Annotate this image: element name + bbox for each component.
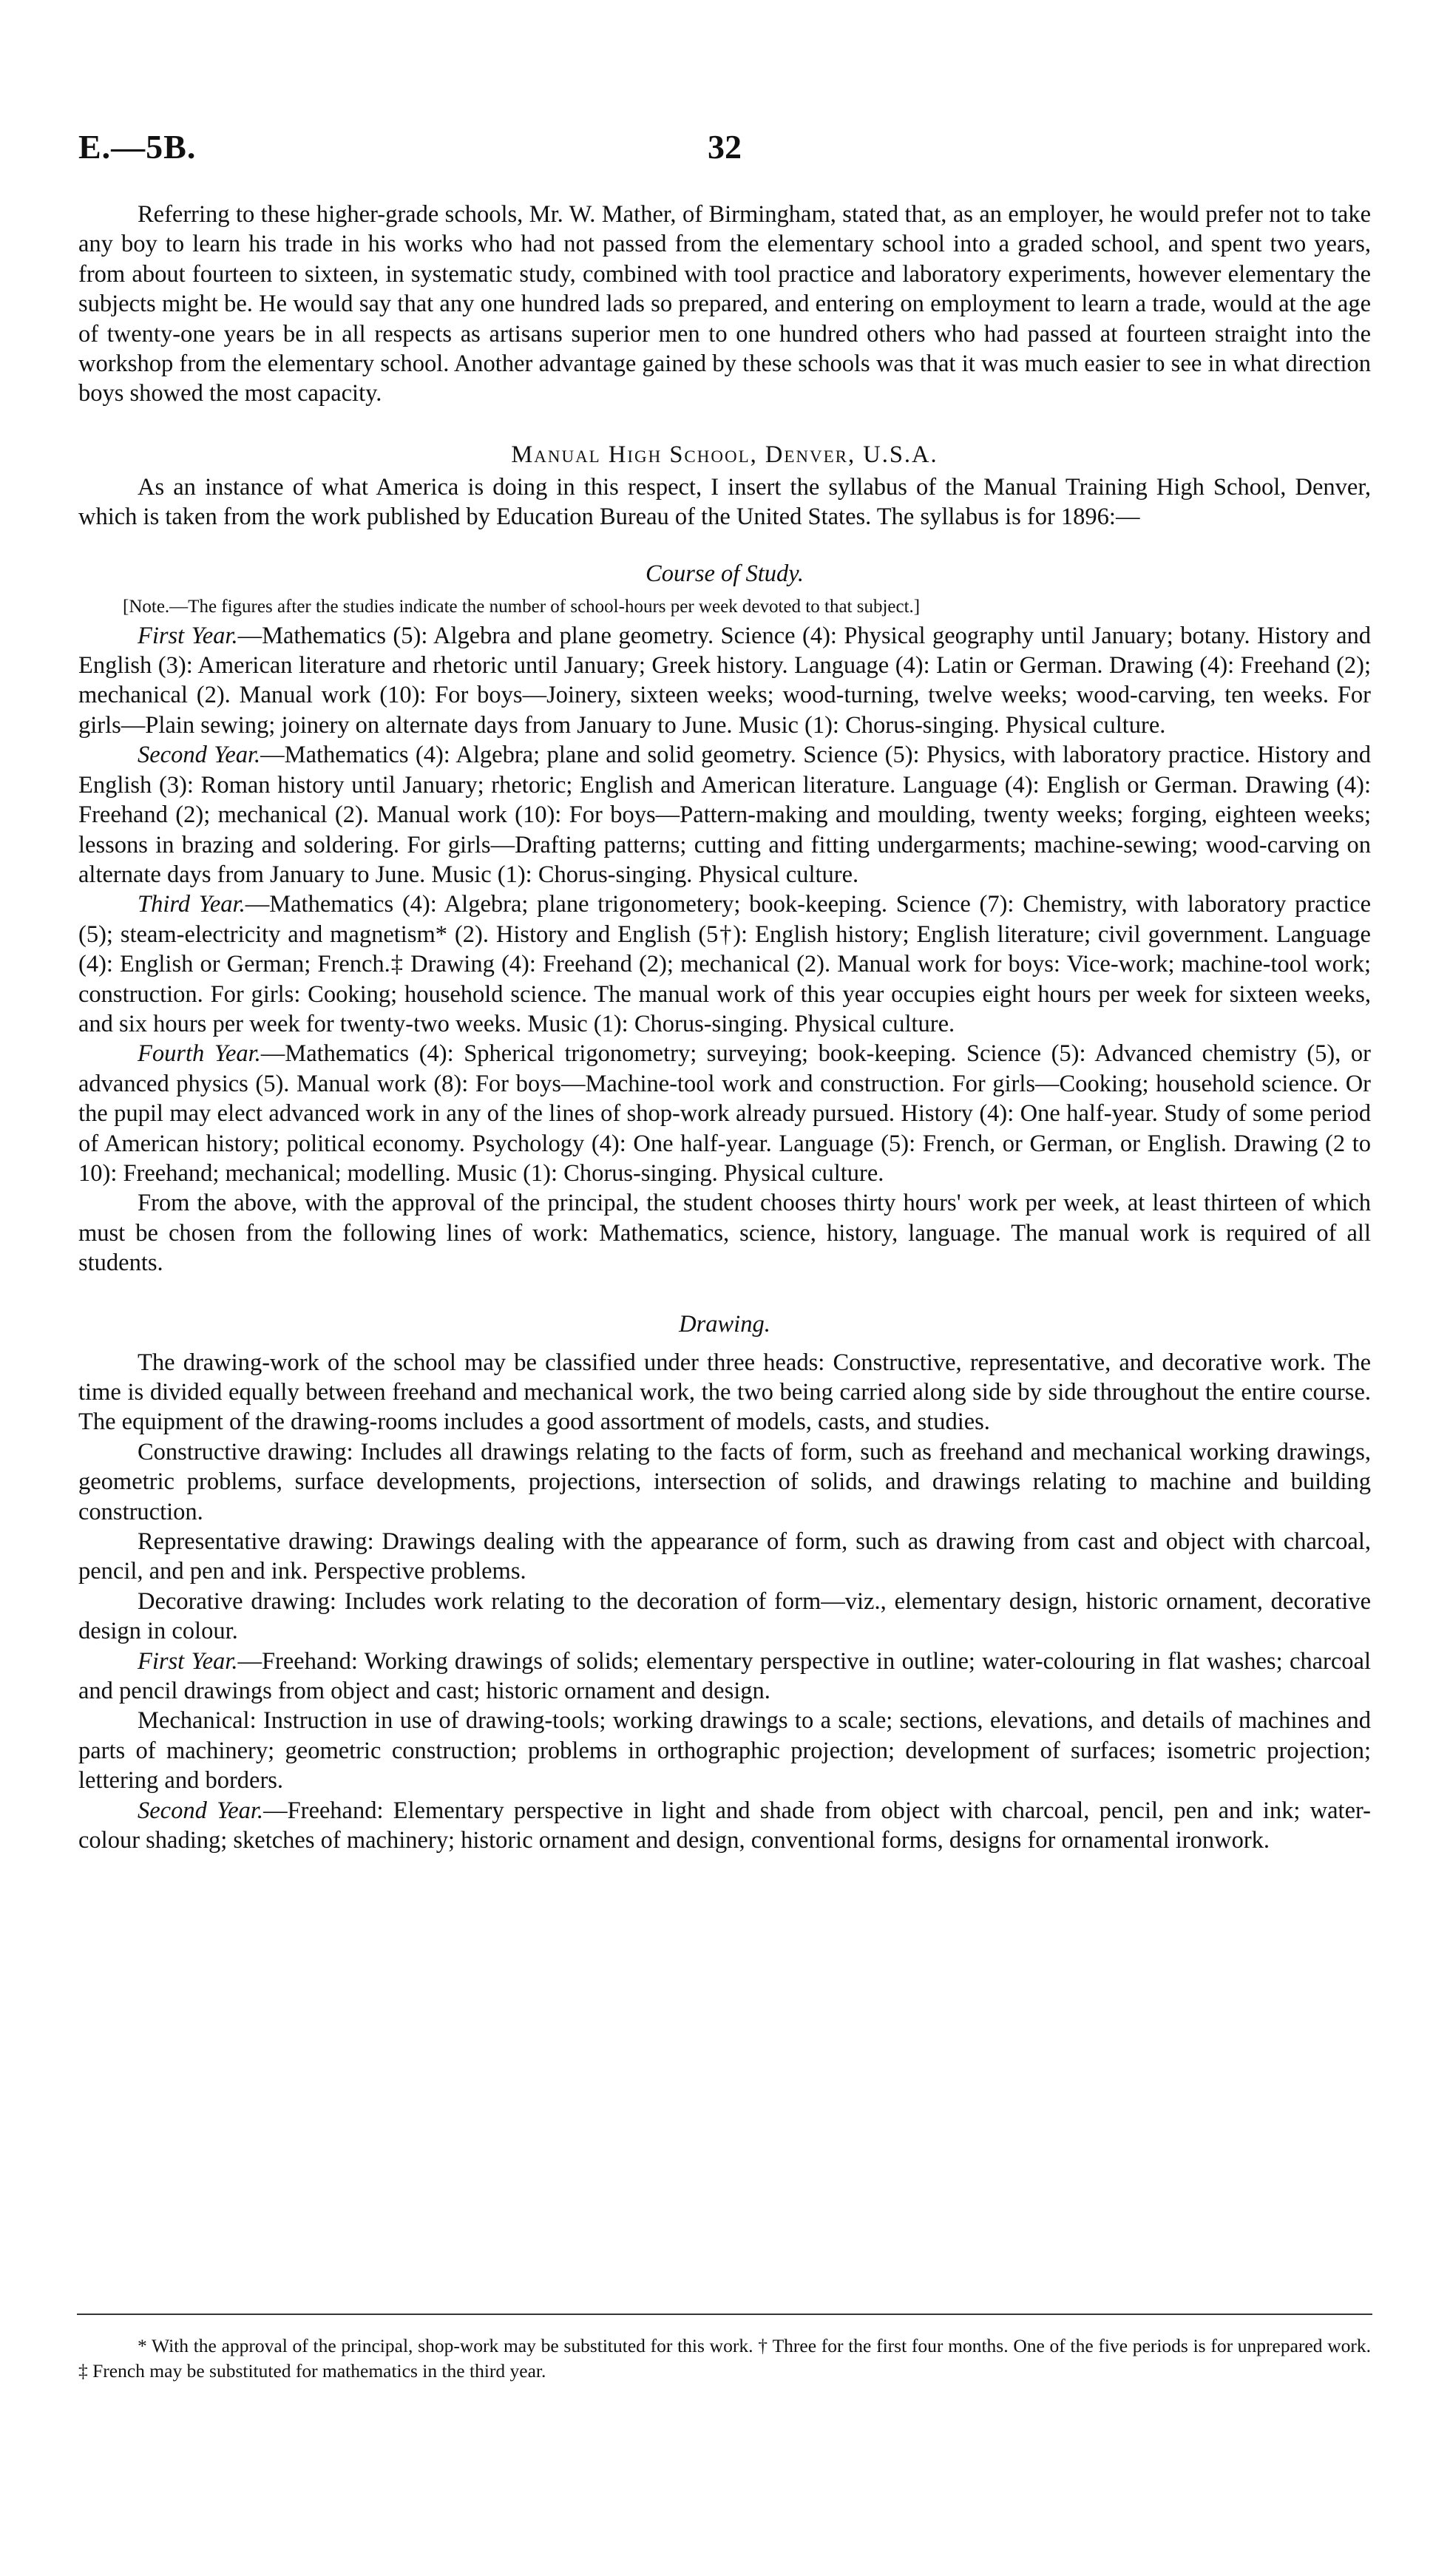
course-heading: Course of Study.	[646, 560, 804, 587]
year-text: —Mathematics (4): Algebra; plane and solid geometry. Science (5): Physics, with laboratory practice. History and English (3): Roman history until January; rhetoric; English and American literature. Language (4): English or German. Drawing (4): Freehand (2); mechanical (2). Manual work (10): For boys—Pattern-making and moulding, twenty weeks; forging, eighteen weeks; lessons in brazing and soldering. For girls—Drafting patterns; cutting and fitting undergarments; machine-sewing; wood-carving on alternate days from January to June. Music (1): Chorus-singing. Physical culture.	[78, 742, 1371, 888]
year-label: Fourth Year.	[138, 1040, 261, 1068]
drawing-mechanical	[78, 1706, 1371, 1795]
page-number: 32	[708, 128, 742, 166]
section-heading: Manual High School, Denver, U.S.A.	[511, 441, 938, 468]
year-text: —Freehand: Working drawings of solids; elementary perspective in outline; water-colouring in flat washes; charcoal and pencil drawings from object and cast; historic ornament and design.	[78, 1647, 1371, 1705]
course-second-year	[78, 740, 1371, 889]
year-text: —Mathematics (4): Spherical trigonometry; surveying; book-keeping. Science (5): Advanced chemistry (5), or advanced physics (5). Manual work (8): For boys—Machine-tool work and construction. For girls—Cooking; household science. Or the pupil may elect advanced work in any of the lines of shop-work already pursued. History (4): One half-year. Study of some period of American history; political economy. Psychology (4): One half-year. Language (5): French, or German, or English. Drawing (2 to 10): Freehand; mechanical; modelling. Music (1): Chorus-singing. Physical culture.	[78, 1040, 1371, 1187]
year-label: Second Year.	[138, 1797, 264, 1824]
course-note: [Note.—The figures after the studies indicate the number of school-hours per week devoted to that subject.]	[123, 596, 921, 617]
course-first-year	[78, 621, 1371, 741]
year-label: First Year.	[138, 1647, 238, 1675]
drawing-paragraph: Constructive drawing: Includes all drawings relating to the facts of form, such as freehand and mechanical working drawings, geometric problems, surface developments, projections, intersection of solids, and drawings relating to machine and building construction.	[78, 1438, 1371, 1525]
year-text: —Freehand: Elementary perspective in light and shade from object with charcoal, pencil, pen and ink; water-colour shading; sketches of machinery; historic ornament and design, conventional forms, designs for ornamental ironwork.	[78, 1797, 1371, 1854]
main-text	[78, 200, 1371, 1856]
intro-paragraph: Referring to these higher-grade schools, Mr. W. Mather, of Birmingham, stated that, as an employer, he would prefer not to take any boy to learn his trade in his works who had not passed from the elementary school into a graded school, and spent two years, from about fourteen to sixteen, in systematic study, combined with tool practice and laboratory experiments, however elementary the subjects might be. He would say that any one hundred lads so prepared, and entering on employment to learn a trade, would at the age of twenty-one years be in all respects as artisans superior men to one hundred others who had passed at fourteen straight into the workshop from the elementary school. Another advantage gained by these schools was that it was much easier to see in what direction boys showed the most capacity.	[78, 201, 1371, 407]
page-header	[78, 127, 1371, 172]
footnote-rule	[77, 2314, 1372, 2315]
drawing-paragraph: Decorative drawing: Includes work relating to the decoration of form—viz., elementary design, historic ornament, decorative design in colour.	[78, 1587, 1371, 1645]
course-third-year	[78, 889, 1371, 1039]
drawing-paragraph: Representative drawing: Drawings dealing with the appearance of form, such as drawing from cast and object with charcoal, pencil, and pen and ink. Perspective problems.	[78, 1528, 1371, 1585]
year-text: —Mathematics (4): Algebra; plane trigonometery; book-keeping. Science (7): Chemistry, with laboratory practice (5); steam-electricity and magnetism* (2). History and English (5†): English history; English literature; civil government. Language (4): English or German; French.‡ Drawing (4): Freehand (2); mechanical (2). Manual work for boys: Vice-work; machine-tool work; construction. For girls: Cooking; household science. The manual work of this year occupies eight hours per week for sixteen weeks, and six hours per week for twenty-two weeks. Music (1): Chorus-singing. Physical culture.	[78, 891, 1372, 1037]
drawing-second-year	[78, 1796, 1371, 1856]
course-closing: From the above, with the approval of the principal, the student chooses thirty hours' work per week, at least thirteen of which must be chosen from the following lines of work: Mathematics, science, history, language. The manual work is required of all students.	[78, 1190, 1371, 1277]
document-reference: E.—5B.	[78, 128, 197, 166]
footnotes: * With the approval of the principal, shop-work may be substituted for this work. † Three for the first four months. One of the five periods is for unprepared work. ‡ French may be substituted for mathematics in the third year.	[78, 2335, 1371, 2382]
year-label: Second Year.	[138, 742, 261, 769]
drawing-heading: Drawing.	[679, 1310, 770, 1338]
course-fourth-year	[78, 1039, 1371, 1188]
drawing-first-year	[78, 1647, 1371, 1706]
year-label: First Year.	[138, 622, 238, 649]
drawing-paragraph: The drawing-work of the school may be classified under three heads: Constructive, representative, and decorative work. The time is divided equally between freehand and mechanical work, the two being carried along side by side throughout the entire course. The equipment of the drawing-rooms includes a good assortment of models, casts, and studies.	[78, 1349, 1371, 1436]
year-text: Mechanical: Instruction in use of drawing-tools; working drawings to a scale; sections, elevations, and details of machines and parts of machinery; geometric construction; problems in orthographic projection; development of surfaces; isometric projection; lettering and borders.	[78, 1707, 1371, 1794]
section-intro: As an instance of what America is doing in this respect, I insert the syllabus of the Manual Training High School, Denver, which is taken from the work published by Education Bureau of the United States. The syllabus is for 1896:—	[78, 473, 1371, 531]
year-text: —Mathematics (5): Algebra and plane geometry. Science (4): Physical geography until January; botany. History and English (3): American literature and rhetoric until January; Greek history. Language (4): Latin or German. Drawing (4): Freehand (2); mechanical (2). Manual work (10): For boys—Joinery, sixteen weeks; wood-turning, twelve weeks; wood-carving, ten weeks. For girls—Plain sewing; joinery on alternate days from January to June. Music (1): Chorus-singing. Physical culture.	[78, 622, 1371, 739]
year-label: Third Year.	[138, 891, 245, 918]
